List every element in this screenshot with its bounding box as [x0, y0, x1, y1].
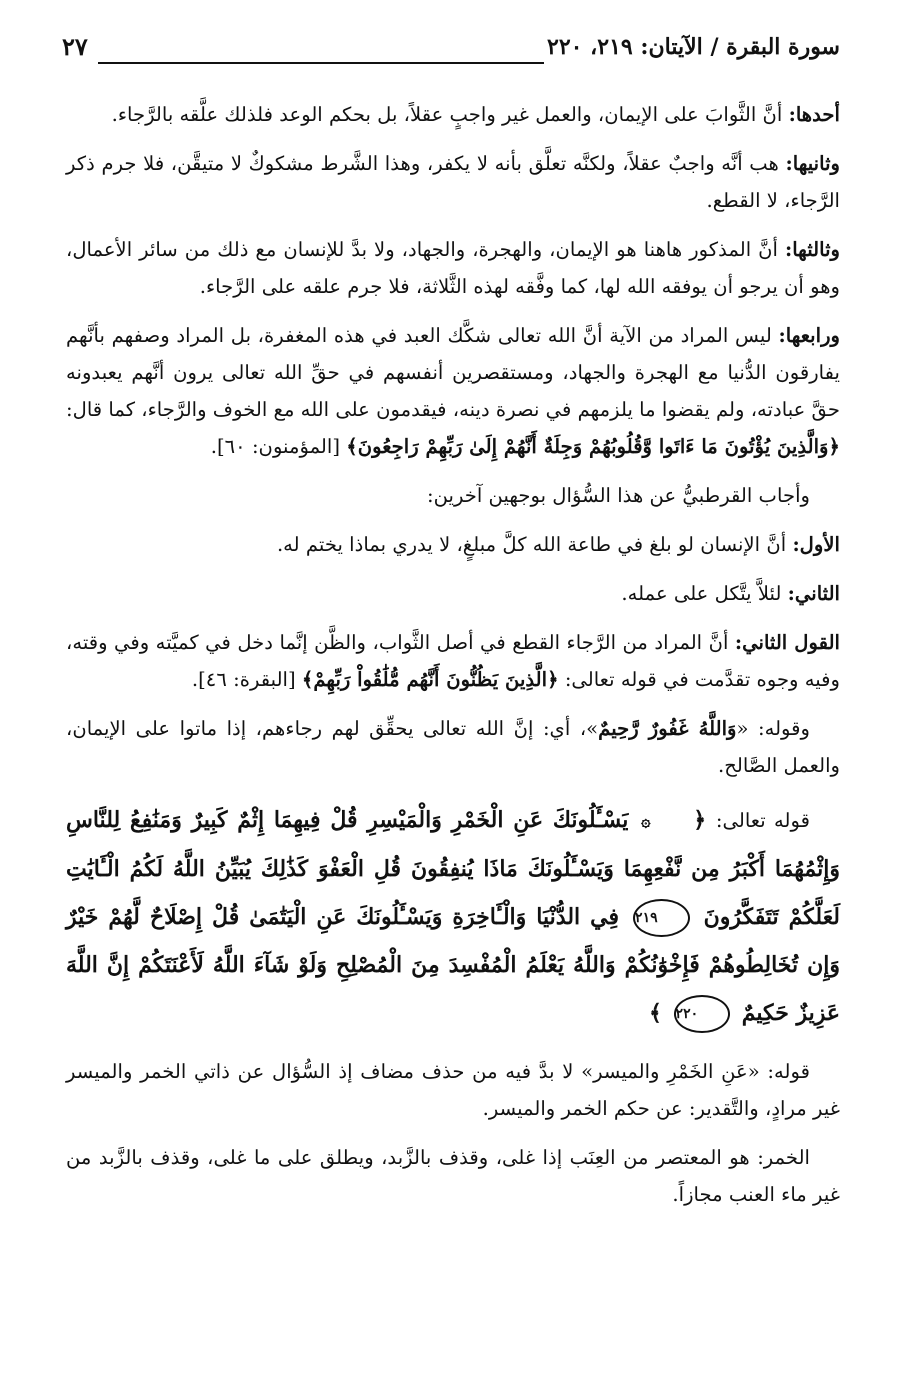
paragraph-second-point: [66, 575, 840, 612]
quran-open-bracket: ﴿: [693, 807, 707, 833]
ayah-number-219: ٢١٩: [633, 899, 690, 937]
paragraph-second-opinion: [66, 624, 840, 698]
paragraph-ghafur-rahim: [66, 710, 840, 784]
quran-reference: [المؤمنون: ٦٠].: [210, 435, 340, 458]
quran-verse-219: يَسْـَٔلُونَكَ عَنِ الْخَمْرِ وَالْمَيْسِرِ قُلْ فِيهِمَا إِثْمٌ كَبِيرٌ وَمَنَٰفِعُ لِلنَّاسِ وَإِثْمُهُمَا أَكْبَرُ مِن نَّفْعِهِمَا وَيَسْـَٔلُونَكَ مَاذَا يُنفِقُونَ قُلِ الْعَفْوَ كَذَٰلِكَ يُبَيِّنُ اللَّهُ لَكُمُ الْـَٔايَٰتِ لَعَلَّكُمْ تَتَفَكَّرُونَ: [66, 807, 841, 930]
paragraph-text: أنَّ المراد من الرَّجاء القطع في أصل الثَّواب، والظَّن إنَّما دخل في كميَّته وفي وقته، وفيه وجوه تقدَّمت في قوله تعالى:: [66, 631, 840, 691]
paragraph-lead: قوله تعالى:: [715, 809, 810, 832]
header-title: سورة البقرة / الآيتان: ٢١٩، ٢٢٠: [547, 34, 840, 60]
paragraph-text: لئلاَّ يتَّكل على عمله.: [621, 582, 782, 605]
paragraph-first-answer: [66, 96, 840, 133]
paragraph-khamr-definition: [66, 1139, 840, 1213]
page-header: [62, 30, 840, 72]
paragraph-text: هب أنَّه واجبٌ عقلاً، ولكنَّه تعلَّق بأنه لا يكفر، وهذا الشَّرط مشكوكٌ لا متيقَّن، فلا جرم ذكر الرَّجاء، لا القطع.: [66, 152, 840, 212]
paragraph-text: أنَّ الثَّوابَ على الإيمان، والعمل غير واجبٍ عقلاً، بل بحكم الوعد فلذلك علَّقه بالرَّجاء.: [111, 103, 783, 126]
quran-close-bracket: ﴾: [648, 1000, 662, 1026]
page-number: ٢٧: [62, 32, 88, 61]
quran-quote: ﴿الَّذِينَ يَظُنُّونَ أَنَّهُم مُّلَٰقُواْ رَبِّهِمْ﴾: [301, 668, 559, 691]
paragraph-lead: وثانيها:: [785, 152, 840, 175]
paragraph-lead: وثالثها:: [784, 238, 840, 261]
paragraph-text: قوله: «عَنِ الخَمْرِ والميسر» لا بدَّ فيه من حذف مضاف إذ السُّؤال عن ذاتي الخمر والميسر غير مرادٍ، والتَّقدير: عن حكم الخمر والميسر.: [66, 1060, 840, 1120]
paragraph-text: الخمر: هو المعتصر من العِنَب إذا غلى، وقذف بالزَّبد، ويطلق على ما غلى، وقذف بالزَّبد من غير ماء العنب مجازاً.: [66, 1146, 840, 1206]
paragraph-text: أنَّ المذكور هاهنا هو الإيمان، والهجرة، والجهاد، ولا بدَّ للإنسان مع ذلك من سائر الأعمال، وهو أن يرجو أن يوفقه الله لها، كما وفَّقه لهذه الثَّلاثة، فلا جرم علقه على الرَّجاء.: [66, 238, 840, 298]
quran-verses-block: [66, 796, 840, 1037]
paragraph-text: ليس المراد من الآية أنَّ الله تعالى شكَّك العبد في هذه المغفرة، بل المراد وصفهم بأنَّهم يفارقون الدُّنيا مع الهجرة والجهاد، ومستقصرين أنفسهم في حقِّ الله تعالى يرون أنَّهم يعبدونه حقَّ عبادته، ولم يقضوا ما يلزمهم في نصرة دينه، فيقدمون على الله مع الخوف والرَّجاء، كما قال:: [66, 324, 840, 421]
paragraph-lead: الأول:: [792, 533, 840, 556]
paragraph-lead: ورابعها:: [778, 324, 841, 347]
paragraph-text: وقوله: «: [736, 717, 810, 740]
paragraph-lead: الثاني:: [787, 582, 840, 605]
paragraph-lead: أحدها:: [788, 103, 840, 126]
quran-quote: وَاللَّهُ غَفُورٌ رَّحِيمٌ: [598, 717, 737, 740]
paragraph-fourth-answer: [66, 317, 840, 465]
quran-reference: [البقرة: ٤٦].: [191, 668, 296, 691]
paragraph-lead: القول الثاني:: [734, 631, 840, 654]
header-rule: [98, 62, 544, 64]
paragraph-first-point: [66, 526, 840, 563]
page-body: [66, 96, 840, 1225]
paragraph-text: أنَّ الإنسان لو بلغ في طاعة الله كلَّ مبلغٍ، لا يدري بماذا يختم له.: [276, 533, 787, 556]
paragraph-text: »، أي: إنَّ الله تعالى يحقِّق لهم رجاءهم، إذا ماتوا على الإيمان، والعمل الصَّالح.: [66, 717, 840, 777]
paragraph-qurtubi: [66, 477, 840, 514]
paragraph-khamr-maysir: [66, 1053, 840, 1127]
paragraph-second-answer: [66, 145, 840, 219]
ayah-number-220: ٢٢٠: [674, 995, 731, 1033]
paragraph-text: وأجاب القرطبيُّ عن هذا السُّؤال بوجهين آخرين:: [426, 484, 810, 507]
paragraph-third-answer: [66, 231, 840, 305]
quran-quote: ﴿وَالَّذِينَ يُؤْتُونَ مَا ءَاتَوا وَّقُلُوبُهُمْ وَجِلَةٌ أَنَّهُمْ إِلَىٰ رَبِّهِمْ رَاجِعُونَ﴾: [346, 435, 840, 458]
quran-verse-220: فِي الدُّنْيَا وَالْـَٔاخِرَةِ وَيَسْـَٔلُونَكَ عَنِ الْيَتَٰمَىٰ قُلْ إِصْلَاحٌ لَّهُمْ خَيْرٌ وَإِن تُخَالِطُوهُمْ فَإِخْوَٰنُكُمْ وَاللَّهُ يَعْلَمُ الْمُفْسِدَ مِنَ الْمُصْلِحِ وَلَوْ شَآءَ اللَّهُ لَأَعْنَتَكُمْ إِنَّ اللَّهَ عَزِيزٌ حَكِيمٌ: [66, 904, 840, 1026]
hizb-mark-icon: ۞: [641, 811, 651, 830]
